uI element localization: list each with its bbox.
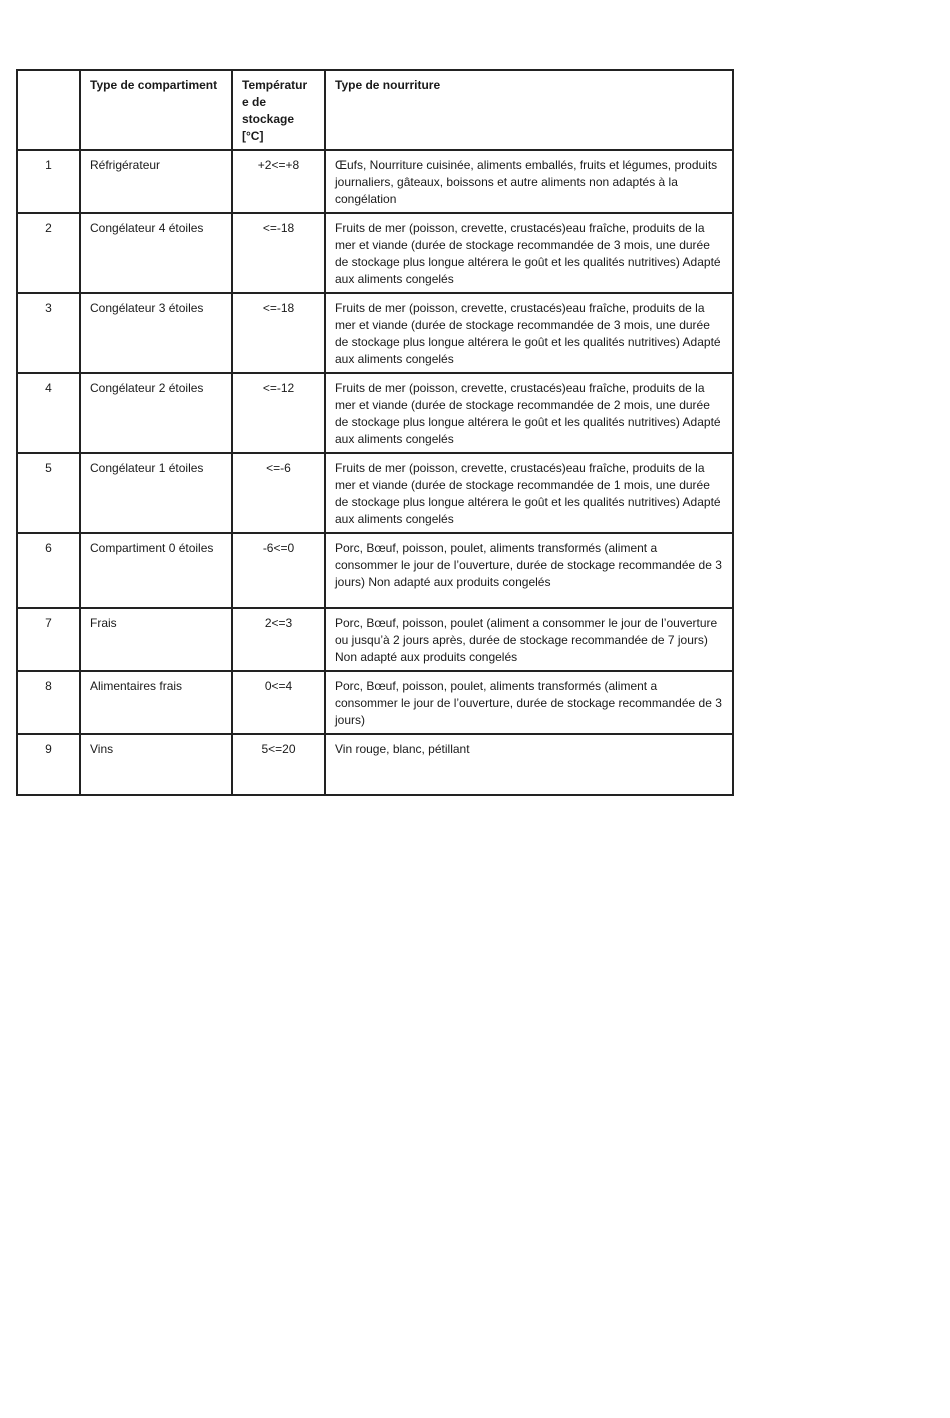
row-number: 7 [17, 608, 80, 671]
compartment-type: Compartiment 0 étoiles [80, 533, 232, 608]
compartment-type: Réfrigérateur [80, 150, 232, 213]
storage-temperature: 2<=3 [232, 608, 325, 671]
food-type: Vin rouge, blanc, pétillant [325, 734, 733, 795]
food-type: Fruits de mer (poisson, crevette, crustacés)eau fraîche, produits de la mer et viande (durée de stockage recommandée de 2 mois, une durée de stockage plus longue altérera le goût et les qualités nutritives) Adapté aux aliments congelés [325, 373, 733, 453]
storage-temperature: 5<=20 [232, 734, 325, 795]
food-type: Porc, Bœuf, poisson, poulet (aliment a consommer le jour de l’ouverture ou jusqu’à 2 jours après, durée de stockage recommandée de 7 jours) Non adapté aux produits congelés [325, 608, 733, 671]
row-number: 9 [17, 734, 80, 795]
compartment-type: Congélateur 4 étoiles [80, 213, 232, 293]
food-type: Œufs, Nourriture cuisinée, aliments emballés, fruits et légumes, produits journaliers, gâteaux, boissons et autre aliments non adaptés à la congélation [325, 150, 733, 213]
storage-temperature: <=-18 [232, 293, 325, 373]
header-cell-number [17, 70, 80, 150]
table-row [17, 213, 733, 293]
row-number: 2 [17, 213, 80, 293]
header-cell-food-type: Type de nourriture [325, 70, 733, 150]
table-row [17, 671, 733, 734]
storage-temperature: <=-18 [232, 213, 325, 293]
compartment-type: Congélateur 2 étoiles [80, 373, 232, 453]
storage-temperature: -6<=0 [232, 533, 325, 608]
storage-temperature: 0<=4 [232, 671, 325, 734]
table-header-row [17, 70, 733, 150]
row-number: 3 [17, 293, 80, 373]
header-cell-storage-temperature: Températur e de stockage [°C] [232, 70, 325, 150]
table-row [17, 373, 733, 453]
table-row [17, 734, 733, 795]
food-type: Fruits de mer (poisson, crevette, crustacés)eau fraîche, produits de la mer et viande (durée de stockage recommandée de 1 mois, une durée de stockage plus longue altérera le goût et les qualités nutritives) Adapté aux aliments congelés [325, 453, 733, 533]
row-number: 4 [17, 373, 80, 453]
row-number: 8 [17, 671, 80, 734]
table-row [17, 453, 733, 533]
food-type: Porc, Bœuf, poisson, poulet, aliments transformés (aliment a consommer le jour de l’ouverture, durée de stockage recommandée de 3 jours) Non adapté aux produits congelés [325, 533, 733, 608]
row-number: 5 [17, 453, 80, 533]
row-number: 1 [17, 150, 80, 213]
storage-temperature: <=-12 [232, 373, 325, 453]
storage-temperature: +2<=+8 [232, 150, 325, 213]
food-type: Fruits de mer (poisson, crevette, crustacés)eau fraîche, produits de la mer et viande (durée de stockage recommandée de 3 mois, une durée de stockage plus longue altérera le goût et les qualités nutritives) Adapté aux aliments congelés [325, 293, 733, 373]
row-number: 6 [17, 533, 80, 608]
header-cell-compartment-type: Type de compartiment [80, 70, 232, 150]
storage-table [16, 69, 734, 796]
table-row [17, 608, 733, 671]
compartment-type: Frais [80, 608, 232, 671]
table-row [17, 293, 733, 373]
compartment-type: Alimentaires frais [80, 671, 232, 734]
compartment-type: Congélateur 1 étoiles [80, 453, 232, 533]
compartment-type: Congélateur 3 étoiles [80, 293, 232, 373]
compartment-type: Vins [80, 734, 232, 795]
food-type: Porc, Bœuf, poisson, poulet, aliments transformés (aliment a consommer le jour de l’ouverture, durée de stockage recommandée de 3 jours) [325, 671, 733, 734]
food-type: Fruits de mer (poisson, crevette, crustacés)eau fraîche, produits de la mer et viande (durée de stockage recommandée de 3 mois, une durée de stockage plus longue altérera le goût et les qualités nutritives) Adapté aux aliments congelés [325, 213, 733, 293]
table-row [17, 533, 733, 608]
table-row [17, 150, 733, 213]
storage-temperature: <=-6 [232, 453, 325, 533]
